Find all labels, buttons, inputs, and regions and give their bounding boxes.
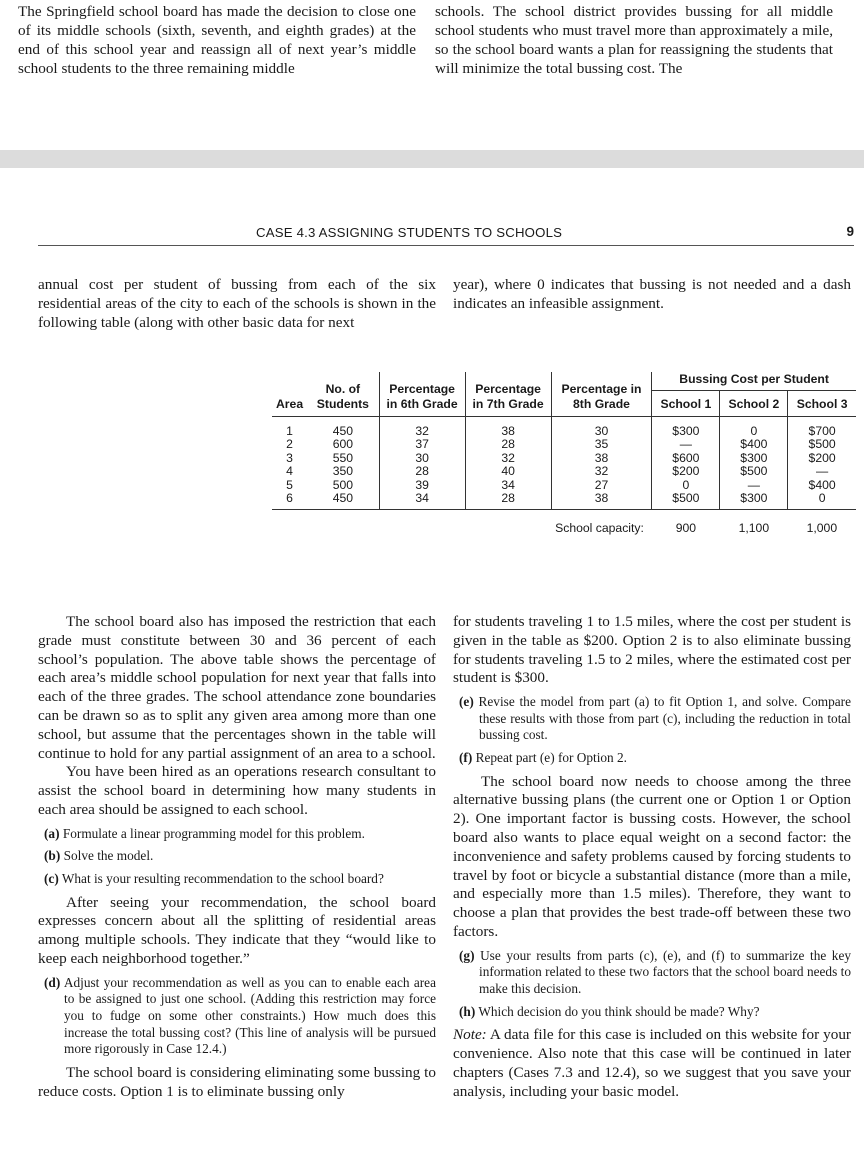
left-column (38, 613, 436, 1101)
question-g (453, 948, 851, 998)
intro-left-paragraph: annual cost per student of bussing from each of the six residential areas of the city to each of the schools is shown in the following table (along with other basic data for next (38, 276, 436, 331)
cell-school1: $300 (652, 417, 720, 439)
question-h (453, 1004, 851, 1021)
page-break-band (0, 150, 864, 168)
page-number: 9 (846, 224, 854, 239)
case-title: CASE 4.3 ASSIGNING STUDENTS TO SCHOOLS (256, 225, 563, 240)
cell-pct6: 37 (379, 438, 465, 451)
cell-students: 500 (332, 477, 354, 492)
cell-school1: $200 (652, 465, 720, 478)
top-left-paragraph: The Springfield school board has made the decision to close one of its middle schools (sixth, seventh, and eighth grades) at the end of this school year and reassign all of next year’s middle school students to the three remaining middle (18, 3, 416, 77)
table-row (272, 465, 856, 478)
cell-area: 5 (286, 477, 293, 492)
cell-pct7: 40 (465, 465, 551, 478)
header-school3: School 3 (788, 391, 856, 417)
paragraph: The school board also has imposed the restriction that each grade must constitute between 30 and 36 percent of each school’s population. The above table shows the percentage of each area’s middle school population for next year that falls into each of the three grades. The school attendance zone boundaries can be drawn so as to split any given area among more than one school, but assume that the percentages shown in the table will continue to hold for any partial assignment of an area to a school. (38, 613, 436, 762)
question-b (38, 848, 436, 865)
question-text: Solve the model. (63, 848, 154, 864)
paragraph: for students traveling 1 to 1.5 miles, where the cost per student is given in the table as $200. Option 2 is to also eliminate bussing for students traveling 1.5 to 2 miles, where the estimated cost per student is $300. (453, 613, 851, 687)
cell-area: 3 (286, 450, 293, 465)
table-row (272, 492, 856, 510)
question-label: (d) (44, 974, 61, 990)
cell-school2: $400 (720, 438, 788, 451)
cell-pct8: 38 (551, 492, 652, 510)
cell-area: 1 (286, 424, 293, 438)
header-cost-group: Bussing Cost per Student (652, 372, 856, 391)
cell-pct8: 30 (551, 417, 652, 439)
header-students: No. of Students (307, 372, 379, 417)
cell-school3: $500 (788, 438, 856, 451)
capacity-label: School capacity: (555, 521, 644, 536)
question-text: Revise the model from part (a) to fit Option 1, and solve. Compare these results with those from part (c), including the reduction in total bussing cost. (478, 694, 851, 743)
cell-pct6: 32 (379, 417, 465, 439)
top-right-paragraph: schools. The school district provides bussing for all middle school students who must travel more than approximately a mile, so the school board wants a plan for reassigning the students that will minimize the total bussing cost. The (435, 3, 833, 77)
capacity-school1: 900 (675, 521, 697, 536)
cell-school1: — (652, 438, 720, 451)
cell-school3: $700 (788, 417, 856, 439)
cell-school3: 0 (788, 492, 856, 510)
cell-pct7: 28 (465, 492, 551, 510)
question-label: (h) (459, 1003, 476, 1019)
question-a (38, 826, 436, 843)
cell-pct7: 28 (465, 438, 551, 451)
capacity-school3: 1,000 (806, 521, 838, 536)
cell-school2: — (720, 479, 788, 492)
question-label: (c) (44, 870, 59, 886)
question-label: (g) (459, 947, 475, 963)
cell-pct7: 38 (465, 417, 551, 439)
cell-pct7: 32 (465, 452, 551, 465)
header-school2: School 2 (720, 391, 788, 417)
question-text: Repeat part (e) for Option 2. (475, 749, 628, 765)
capacity-row (272, 510, 856, 536)
cell-pct6: 28 (379, 465, 465, 478)
cell-school2: 0 (720, 417, 788, 439)
question-c (38, 871, 436, 888)
question-text: Use your results from parts (c), (e), and (f) to summarize the key information related to these two factors that the school board needs to make this decision. (479, 947, 851, 996)
question-text: Which decision do you think should be made? Why? (478, 1003, 760, 1019)
cell-students: 450 (307, 492, 379, 510)
question-d (38, 975, 436, 1058)
cell-area: 6 (272, 492, 307, 510)
cell-students: 450 (332, 424, 354, 438)
cell-school1: $600 (652, 452, 720, 465)
cell-school1: $500 (652, 492, 720, 510)
header-school1: School 1 (652, 391, 720, 417)
paragraph: The school board is considering eliminating some bussing to reduce costs. Option 1 is to eliminate bussing only (38, 1063, 436, 1100)
paragraph: You have been hired as an operations research consultant to assist the school board in determining how many students in each area should be assigned to each school. (38, 763, 436, 818)
cell-pct8: 32 (551, 465, 652, 478)
cell-school2: $300 (720, 452, 788, 465)
running-head (38, 224, 854, 246)
cell-school3: — (788, 465, 856, 478)
question-label: (e) (459, 694, 474, 710)
cell-pct8: 27 (551, 479, 652, 492)
intro-right-paragraph: year), where 0 indicates that bussing is not needed and a dash indicates an infeasible assignment. (453, 276, 851, 312)
header-pct6: Percentage in 6th Grade (379, 372, 465, 417)
table-row (272, 417, 856, 439)
cell-students: 350 (332, 464, 354, 479)
cell-school3: $200 (788, 452, 856, 465)
cell-pct6: 34 (379, 492, 465, 510)
header-pct8: Percentage in 8th Grade (551, 372, 652, 417)
note-paragraph (453, 1026, 851, 1101)
question-label: (b) (44, 848, 61, 864)
header-pct7: Percentage in 7th Grade (465, 372, 551, 417)
cell-pct6: 39 (379, 479, 465, 492)
cell-pct7: 34 (465, 479, 551, 492)
cell-area: 4 (286, 464, 293, 479)
table-row (272, 452, 856, 465)
note-text: A data file for this case is included on this website for your convenience. Also note that this case will be continued in later chapters (Cases 7.3 and 12.4), so we suggest that you save your analysis, including your basic model. (453, 1026, 851, 1100)
paragraph: After seeing your recommendation, the school board expresses concern about all the splitting of residential areas among multiple schools. They indicate that they “would like to keep each neighborhood together.” (38, 893, 436, 967)
table-row (272, 479, 856, 492)
capacity-school2: 1,100 (738, 521, 770, 536)
question-e (453, 694, 851, 744)
cell-school2: $300 (720, 492, 788, 510)
question-label: (f) (459, 749, 473, 765)
question-f (453, 750, 851, 767)
cell-school3: $400 (788, 479, 856, 492)
cell-school2: $500 (720, 465, 788, 478)
cell-area: 2 (286, 437, 293, 452)
bussing-data-table (272, 372, 856, 536)
cell-pct6: 30 (379, 452, 465, 465)
cell-pct8: 38 (551, 452, 652, 465)
table-row (272, 438, 856, 451)
cell-pct8: 35 (551, 438, 652, 451)
question-text: Formulate a linear programming model for this problem. (62, 825, 365, 841)
paragraph: The school board now needs to choose among the three alternative bussing plans (the current one or Option 1 or Option 2). One important factor is bussing costs. However, the school board also wants to place equal weight on a second factor: the inconvenience and safety problems caused by forcing students to travel by foot or bicycle a substantial distance (more than a mile, and especially more than 1.5 miles). Therefore, they want to choose a plan that provides the best trade-off between these two factors. (453, 772, 851, 940)
cell-school1: 0 (652, 479, 720, 492)
cell-students: 550 (332, 450, 354, 465)
header-area: Area (272, 372, 307, 417)
cell-students: 600 (332, 437, 354, 452)
note-label: Note: (453, 1026, 487, 1044)
right-column (453, 613, 851, 1101)
question-label: (a) (44, 825, 60, 841)
question-text: Adjust your recommendation as well as you can to enable each area to be assigned to just one school. (Adding this restriction may force you to fudge on some other constraints.) How much does this increase the total bussing cost? (This line of analysis will be pursued more rigorously in Case 12.4.) (63, 974, 436, 1057)
question-text: What is your resulting recommendation to the school board? (61, 870, 384, 886)
